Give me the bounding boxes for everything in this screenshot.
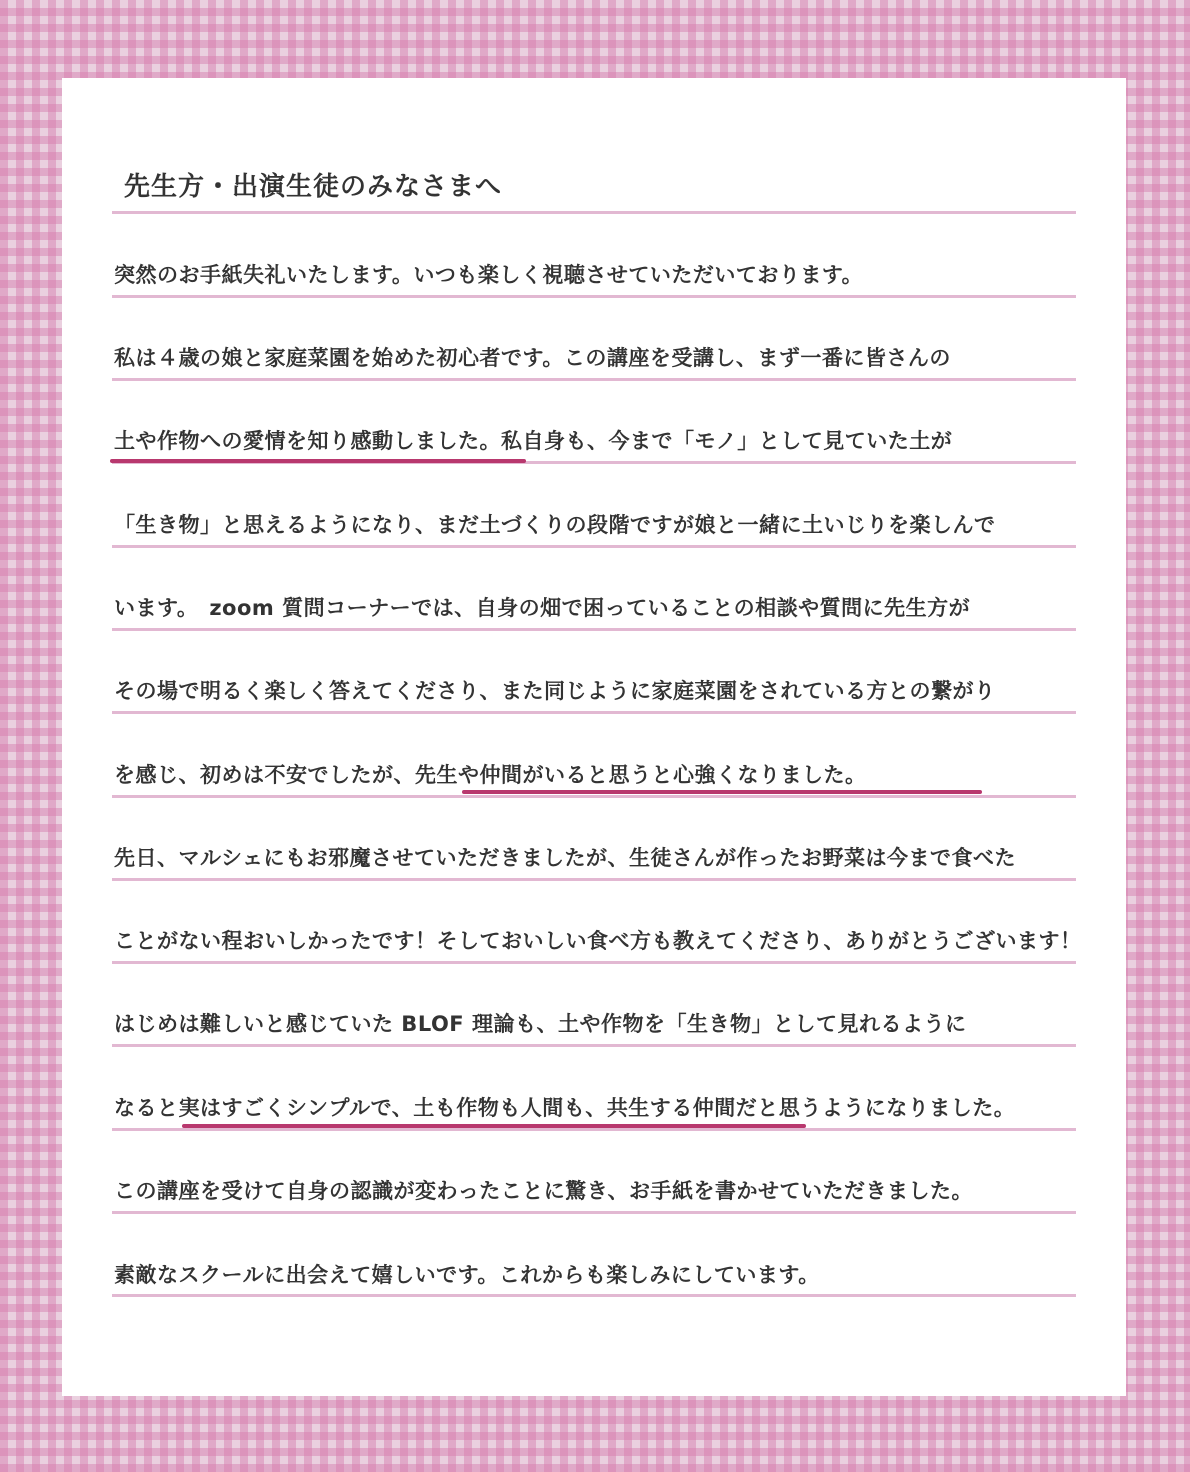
line-rule-8 xyxy=(112,878,1076,881)
line-rule-11 xyxy=(112,1128,1076,1131)
line-rule-6 xyxy=(112,711,1076,714)
highlight-underline-2 xyxy=(462,790,982,794)
line-rule-13 xyxy=(112,1294,1076,1297)
letter-line-7: を感じ、初めは不安でしたが、先生や仲間がいると思うと心強くなりました。 xyxy=(114,763,867,787)
line-rule-2 xyxy=(112,378,1076,381)
letter-line-4: 「生き物」と思えるようになり、まだ土づくりの段階ですが娘と一緒に土いじりを楽しんで xyxy=(114,513,996,537)
line-rule-7 xyxy=(112,795,1076,798)
line-rule-10 xyxy=(112,1044,1076,1047)
letter-line-8: 先日、マルシェにもお邪魔させていただきましたが、生徒さんが作ったお野菜は今まで食べた xyxy=(114,846,1017,870)
letter-line-5: います。 zoom 質問コーナーでは、自身の畑で困っていることの相談や質問に先生方が xyxy=(114,596,971,620)
line-rule-4 xyxy=(112,545,1076,548)
letter-line-2: 私は４歳の娘と家庭菜園を始めた初心者です。この講座を受講し、まず一番に皆さんの xyxy=(114,346,951,370)
letter-line-9: ことがない程おいしかったです！そしておいしい食べ方も教えてくださり、ありがとうございます！ xyxy=(114,929,1082,953)
letter-line-10: はじめは難しいと感じていた BLOF 理論も、土や作物を「生き物」として見れるように xyxy=(114,1012,967,1036)
letter-line-6: その場で明るく楽しく答えてくださり、また同じように家庭菜園をされている方との繋がり xyxy=(114,679,996,703)
letter-line-13: 素敵なスクールに出会えて嬉しいです。これからも楽しみにしています。 xyxy=(114,1263,820,1287)
letter-line-11: なると実はすごくシンプルで、土も作物も人間も、共生する仲間だと思うようになりました。 xyxy=(114,1096,1016,1120)
line-rule-5 xyxy=(112,628,1076,631)
letter-paper xyxy=(62,78,1126,1396)
heading-rule xyxy=(112,211,1076,214)
letter-line-3: 土や作物への愛情を知り感動しました。私自身も、今まで「モノ」として見ていた土が xyxy=(114,429,953,453)
line-rule-12 xyxy=(112,1211,1076,1214)
highlight-underline-1 xyxy=(110,459,526,463)
letter-line-1: 突然のお手紙失礼いたします。いつも楽しく視聴させていただいております。 xyxy=(114,263,864,287)
letter-heading: 先生方・出演生徒のみなさまへ xyxy=(124,172,503,202)
line-rule-9 xyxy=(112,961,1076,964)
line-rule-1 xyxy=(112,295,1076,298)
letter-line-12: この講座を受けて自身の認識が変わったことに驚き、お手紙を書かせていただきました。 xyxy=(114,1179,973,1203)
highlight-underline-3 xyxy=(182,1124,806,1128)
